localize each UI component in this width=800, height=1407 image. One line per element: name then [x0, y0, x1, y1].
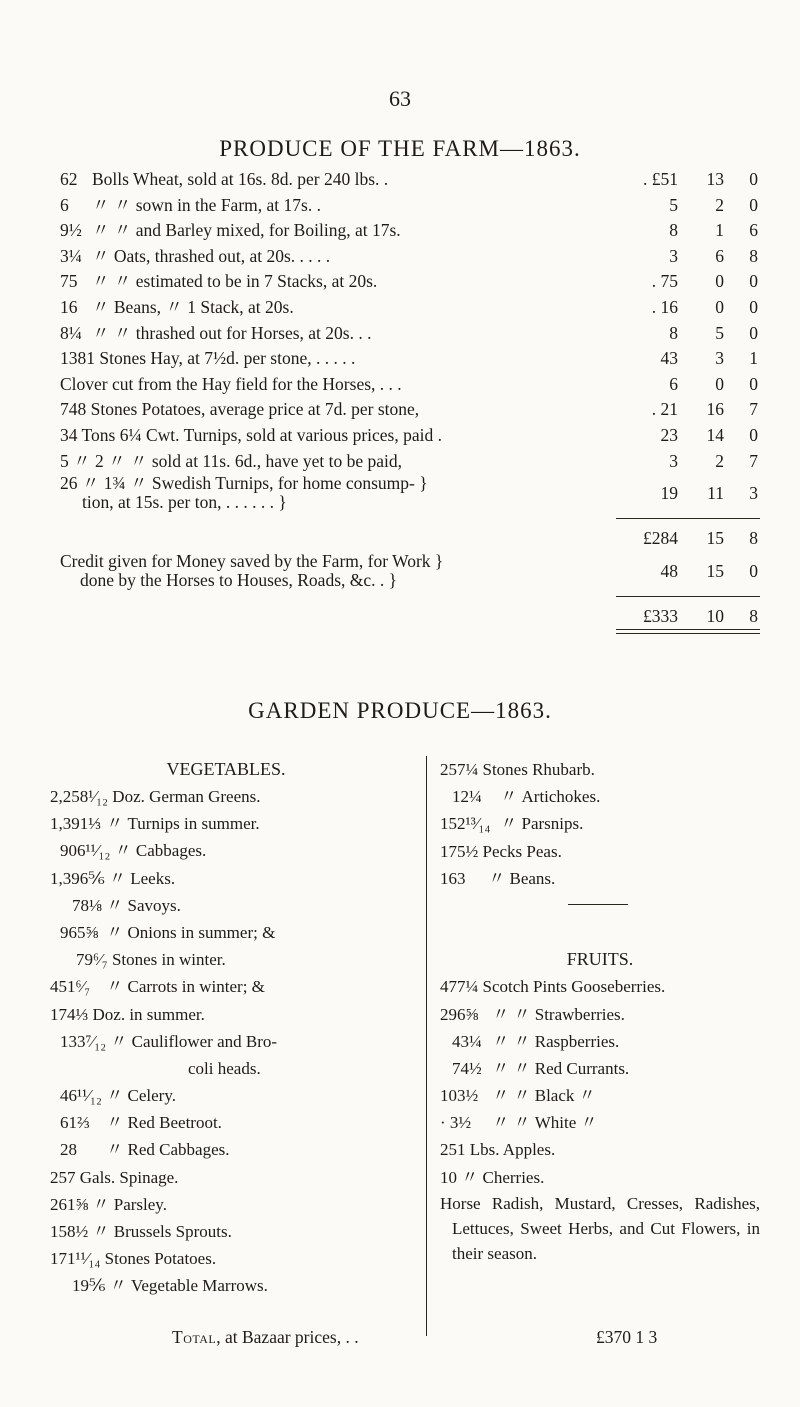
list-item — [50, 865, 402, 892]
item-label: 〃 Leeks. — [108, 868, 176, 888]
pence: 8 — [749, 245, 758, 266]
pence: 0 — [749, 194, 758, 215]
row-description: 748 Stones Potatoes, average price at 7d. per stone, — [60, 399, 420, 420]
pounds: . 21 — [651, 399, 678, 420]
quantity: 451⁶⁄₇ — [50, 977, 91, 997]
item-label: Pecks Peas. — [482, 841, 562, 861]
list-item — [50, 1028, 402, 1055]
item-label: 〃 〃 Red Currants. — [492, 1058, 630, 1078]
shillings: 15 — [706, 560, 724, 581]
row-description: 〃 〃 estimated to be in 7 Stacks, at 20s. — [92, 271, 378, 292]
row-description: 〃 Oats, thrashed out, at 20s. . . . . — [92, 245, 331, 266]
quantity: 10 — [440, 1167, 457, 1187]
item-label: 〃 Celery. — [106, 1086, 176, 1106]
vegetables-heading: VEGETABLES. — [166, 759, 286, 779]
list-item-continued — [50, 1055, 402, 1082]
table-row — [60, 423, 760, 449]
spacer — [440, 919, 760, 946]
pounds: 6 — [669, 373, 678, 394]
row-description: 〃 Beans, 〃 1 Stack, at 20s. — [92, 296, 294, 317]
item-label: 〃 Turnips in summer. — [106, 814, 260, 834]
list-item — [50, 1136, 402, 1163]
table-row — [60, 346, 760, 372]
item-label: 〃 〃 Strawberries. — [492, 1004, 625, 1024]
pence: 0 — [749, 373, 758, 394]
row-description: 〃 〃 sown in the Farm, at 17s. . — [92, 194, 321, 215]
quantity: 257 — [50, 1167, 76, 1187]
item-label: 〃 Parsley. — [92, 1194, 167, 1214]
pounds: 19 — [660, 483, 678, 504]
item-label: Gals. Spinage. — [79, 1167, 179, 1187]
farm-produce-table — [60, 167, 760, 637]
row-description: 〃 〃 and Barley mixed, for Boiling, at 17s. — [92, 220, 401, 241]
quantity: 158½ — [50, 1222, 89, 1241]
quantity: 171¹¹⁄₁₄ — [50, 1249, 101, 1269]
quantity: 251 — [440, 1140, 466, 1160]
list-item — [50, 783, 402, 810]
shillings: 0 — [715, 373, 724, 394]
short-rule — [568, 904, 628, 905]
item-label: 〃 〃 White 〃 — [492, 1113, 598, 1133]
list-item — [440, 756, 760, 783]
quantity: 133⁷⁄₁₂ — [60, 1031, 107, 1051]
quantity: 78⅛ — [72, 895, 102, 915]
double-rule-bottom — [616, 633, 760, 634]
table-row — [60, 397, 760, 423]
list-item — [440, 1055, 760, 1082]
item-label: 〃 Cabbages. — [114, 841, 207, 861]
pence: 3 — [749, 483, 758, 504]
item-label: 〃 Red Beetroot. — [106, 1113, 222, 1133]
quantity: 477¼ — [440, 977, 479, 997]
farm-produce-title: PRODUCE OF THE FARM—1863. — [219, 136, 581, 161]
quantity: 296⅝ — [440, 1004, 479, 1024]
row-description: Bolls Wheat, sold at 16s. 8d. per 240 lbs. . — [92, 169, 389, 189]
list-item — [50, 919, 402, 946]
table-row — [60, 218, 760, 244]
pence: 8 — [749, 605, 758, 626]
row-description: Credit given for Money saved by the Farm, for Work } — [60, 550, 444, 571]
quantity: 2,258¹⁄₁₂ — [50, 787, 109, 806]
shillings: 16 — [706, 399, 724, 420]
item-label: 〃 Cherries. — [461, 1167, 545, 1187]
pence: 0 — [749, 271, 758, 292]
list-item — [50, 837, 402, 864]
pence: 0 — [749, 169, 758, 189]
subtotal-row — [60, 526, 760, 552]
quantity: 8¼ — [60, 322, 82, 343]
quantity: 6 — [60, 194, 69, 215]
list-item — [50, 892, 402, 919]
item-label: Doz. German Greens. — [112, 787, 261, 806]
pounds: 5 — [669, 194, 678, 215]
pence: 7 — [749, 399, 758, 420]
column-divider — [426, 756, 427, 1336]
pounds: 3 — [669, 245, 678, 266]
subtotal-rule — [616, 518, 760, 519]
table-row — [60, 269, 760, 295]
quantity: 1,391⅓ — [50, 814, 101, 834]
shillings: 14 — [706, 424, 724, 445]
quantity: 175½ — [440, 841, 479, 861]
quantity: 965⅝ — [60, 922, 99, 942]
quantity: 103½ — [440, 1086, 479, 1106]
total-rule — [616, 596, 760, 597]
table-row — [60, 167, 760, 193]
row-description-continued: done by the Horses to Houses, Roads, &c. . } — [80, 569, 398, 590]
item-label: 〃 Onions in summer; & — [106, 922, 276, 942]
shillings: 6 — [715, 245, 724, 266]
pence: 6 — [749, 220, 758, 241]
pence: 7 — [749, 450, 758, 471]
quantity: 28 — [60, 1140, 77, 1160]
pounds: . £51 — [643, 169, 678, 189]
list-item — [440, 838, 760, 865]
shillings: 2 — [715, 450, 724, 471]
list-item — [440, 1001, 760, 1028]
pence: 1 — [749, 348, 758, 369]
table-row — [60, 321, 760, 347]
table-row — [60, 449, 760, 475]
item-label: 〃 〃 Raspberries. — [492, 1031, 620, 1051]
credit-row — [60, 552, 760, 592]
pounds: . 75 — [651, 271, 678, 292]
quantity: 906¹¹⁄₁₂ — [60, 841, 111, 861]
table-row — [60, 295, 760, 321]
pounds: 43 — [660, 348, 678, 369]
list-item — [50, 973, 402, 1000]
quantity: 12¼ — [452, 787, 482, 807]
shillings: 15 — [706, 528, 724, 549]
item-label: Stones in winter. — [111, 950, 226, 970]
separator — [440, 892, 760, 919]
list-item — [440, 810, 760, 837]
pence: 0 — [749, 322, 758, 343]
list-item — [50, 1245, 402, 1272]
vegetables-column — [50, 756, 402, 1300]
pence: 0 — [749, 560, 758, 581]
list-item — [50, 1218, 402, 1245]
garden-produce-title: GARDEN PRODUCE—1863. — [248, 698, 552, 723]
list-item — [440, 783, 760, 810]
right-column — [440, 756, 760, 1266]
table-row — [60, 193, 760, 219]
item-label: 〃 〃 Black 〃 — [492, 1086, 596, 1106]
item-label: 〃 Carrots in winter; & — [106, 977, 265, 997]
item-label: coli heads. — [188, 1058, 261, 1078]
row-description: 1381 Stones Hay, at 7½d. per stone, . . . . . — [60, 348, 356, 369]
pounds: . 16 — [651, 296, 678, 317]
shillings: 13 — [706, 169, 724, 189]
quantity: 3¼ — [60, 245, 82, 266]
list-item — [440, 973, 760, 1000]
pounds: 23 — [660, 424, 678, 445]
list-item — [440, 865, 760, 892]
total-label: Total — [172, 1327, 217, 1347]
quantity: 79⁶⁄₇ — [76, 950, 108, 970]
total-text: , at Bazaar prices, . . — [216, 1327, 359, 1347]
quantity: · 3½ — [440, 1113, 472, 1133]
list-item — [50, 1082, 402, 1109]
shillings: 10 — [706, 605, 724, 626]
quantity: 163 — [440, 868, 466, 888]
list-item — [50, 1001, 402, 1028]
quantity: 152¹³⁄₁₄ — [440, 814, 491, 834]
list-item — [440, 1109, 760, 1136]
row-description-continued: tion, at 15s. per ton, . . . . . . } — [82, 492, 287, 513]
item-label: Stones Rhubarb. — [482, 760, 595, 779]
pence: 0 — [749, 424, 758, 445]
pounds: 48 — [660, 560, 678, 581]
quantity: 61⅔ — [60, 1113, 90, 1133]
shillings: 0 — [715, 271, 724, 292]
list-item — [50, 946, 402, 973]
item-label: 〃 Artichokes. — [500, 787, 601, 807]
garden-total-line — [172, 1327, 772, 1348]
quantity: 74½ — [452, 1058, 482, 1078]
list-item — [50, 1272, 402, 1299]
shillings: 5 — [715, 322, 724, 343]
list-item — [50, 1191, 402, 1218]
item-label: 〃 Brussels Sprouts. — [92, 1222, 232, 1241]
pounds: £333 — [643, 605, 678, 626]
quantity: 75 — [60, 271, 78, 292]
pounds: 8 — [669, 220, 678, 241]
pounds: 8 — [669, 322, 678, 343]
shillings: 3 — [715, 348, 724, 369]
item-label: 〃 Parsnips. — [500, 814, 584, 834]
row-description: 34 Tons 6¼ Cwt. Turnips, sold at various prices, paid . — [60, 424, 443, 445]
quantity: 261⅝ — [50, 1194, 89, 1214]
shillings: 2 — [715, 194, 724, 215]
total-row — [60, 604, 760, 630]
item-label: 〃 Vegetable Marrows. — [109, 1276, 268, 1296]
table-row — [60, 244, 760, 270]
fruits-heading: FRUITS. — [566, 949, 634, 970]
quantity: 43¼ — [452, 1031, 482, 1051]
item-label: Doz. in summer. — [92, 1004, 205, 1024]
item-label: 〃 Savoys. — [106, 895, 181, 915]
row-description: Clover cut from the Hay field for the Horses, . . . — [60, 373, 402, 394]
quantity: 9½ — [60, 220, 82, 241]
row-description: 26 〃 1¾ 〃 Swedish Turnips, for home consump- } — [60, 473, 428, 494]
item-label: Stones Potatoes. — [104, 1249, 217, 1269]
row-description: 5 〃 2 〃 〃 sold at 11s. 6d., have yet to be paid, — [60, 450, 403, 471]
total-amount: £370 1 3 — [596, 1327, 658, 1347]
row-description: 〃 〃 thrashed out for Horses, at 20s. . . — [92, 322, 372, 343]
pounds: £284 — [643, 528, 678, 549]
page-number: 63 — [389, 86, 411, 111]
table-row — [60, 372, 760, 398]
item-label: 〃 Red Cabbages. — [106, 1140, 230, 1160]
list-item — [440, 1028, 760, 1055]
shillings: 1 — [715, 220, 724, 241]
quantity: 62 — [60, 169, 78, 189]
misc-produce: Horse Radish, Mustard, Cresses, Radishes, Lettuces, Sweet Herbs, and Cut Flowers, in their season. — [440, 1193, 760, 1263]
list-item — [50, 1164, 402, 1191]
quantity: 1,396⅚ — [50, 868, 105, 888]
shillings: 11 — [707, 483, 724, 504]
list-item — [440, 1164, 760, 1191]
quantity: 46¹¹⁄₁₂ — [60, 1086, 102, 1106]
quantity: 19⅚ — [72, 1276, 106, 1296]
item-label: Lbs. Apples. — [469, 1140, 556, 1160]
list-item — [50, 1109, 402, 1136]
pence: 8 — [749, 528, 758, 549]
list-item — [50, 810, 402, 837]
item-label: 〃 Beans. — [488, 868, 556, 888]
pence: 0 — [749, 296, 758, 317]
quantity: 174⅓ — [50, 1004, 89, 1024]
shillings: 0 — [715, 296, 724, 317]
quantity: 257¼ — [440, 760, 479, 779]
table-row — [60, 474, 760, 514]
list-item — [440, 1136, 760, 1163]
double-rule-top — [616, 629, 760, 630]
item-label: 〃 Cauliflower and Bro- — [110, 1031, 278, 1051]
pounds: 3 — [669, 450, 678, 471]
list-item — [440, 1082, 760, 1109]
item-label: Scotch Pints Gooseberries. — [482, 977, 666, 997]
quantity: 16 — [60, 296, 78, 317]
